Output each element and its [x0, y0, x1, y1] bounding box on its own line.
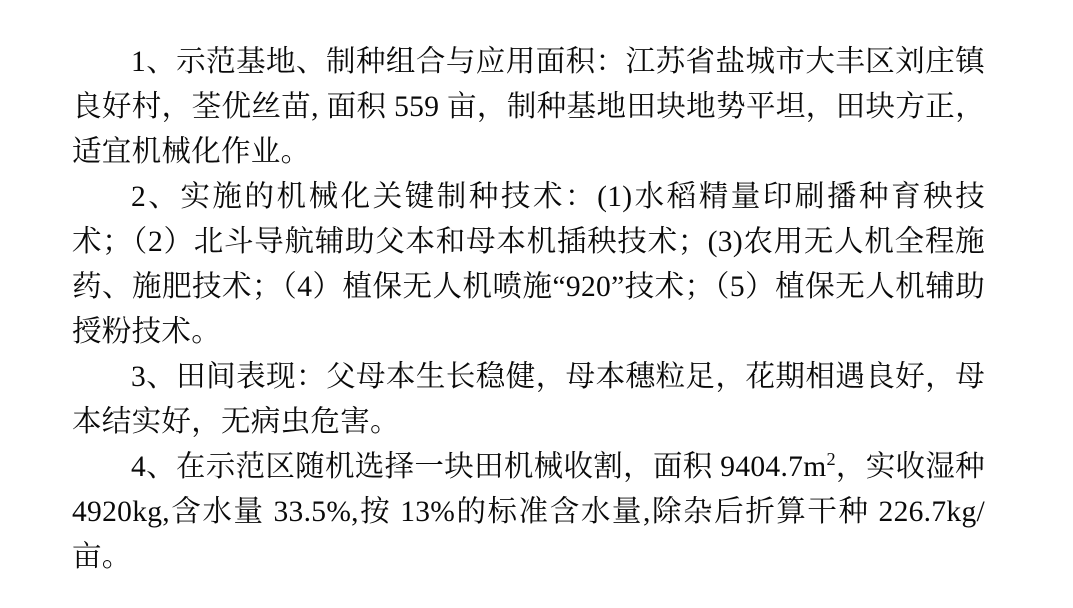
paragraph-item-4: [72, 445, 985, 580]
paragraph-item-4-text-a: 4、在示范区随机选择一块田机械收割，面积 9404.7m: [131, 451, 827, 483]
paragraph-item-3: 3、田间表现：父母本生长稳健，母本穗粒足，花期相遇良好，母本结实好，无病虫危害。: [72, 361, 985, 438]
paragraph-item-4-text-b: ，实收湿种4920kg,含水量 33.5%,按 13%的标准含水量,除杂后折算干种 226.7kg/亩。: [72, 451, 985, 573]
document-body: [72, 40, 985, 580]
paragraph-item-2: 2、实施的机械化关键制种技术：(1)水稻精量印刷播种育秧技术；（2）北斗导航辅助父本和母本机插秧技术；(3)农用无人机全程施药、施肥技术；（4）植保无人机喷施“920”技术；（5）植保无人机辅助授粉技术。: [72, 181, 985, 348]
superscript-square: 2: [826, 449, 836, 470]
paragraph-item-1: 1、示范基地、制种组合与应用面积：江苏省盐城市大丰区刘庄镇良好村，荃优丝苗, 面积 559 亩，制种基地田块地势平坦，田块方正，适宜机械化作业。: [72, 46, 985, 168]
